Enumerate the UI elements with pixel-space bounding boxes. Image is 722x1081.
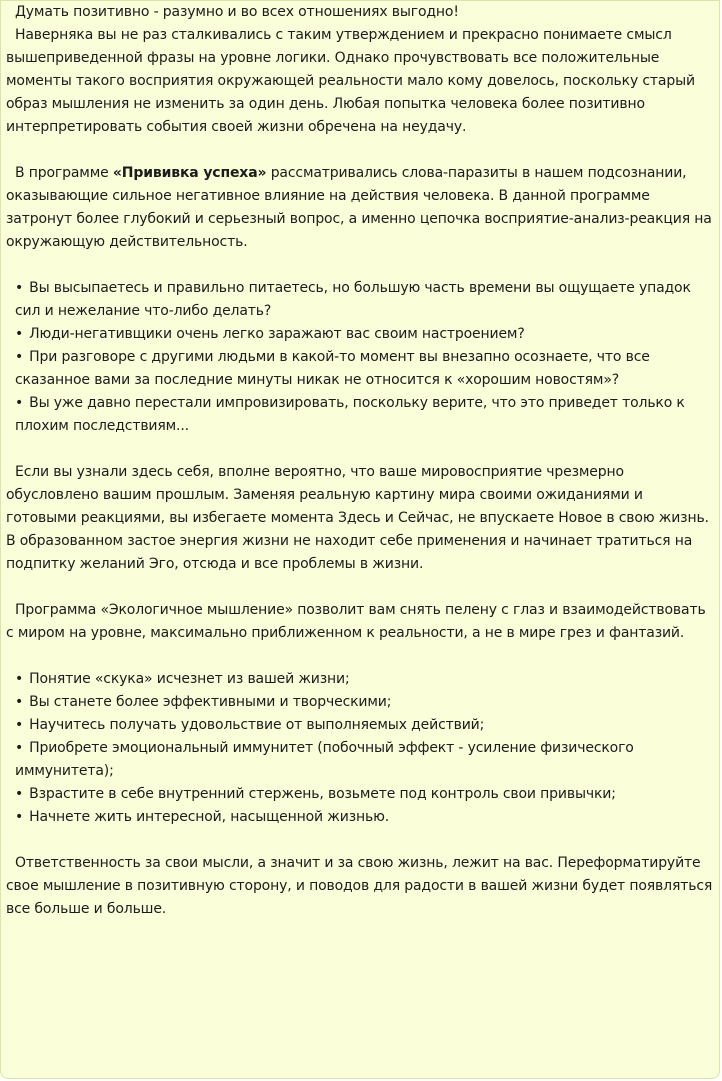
- list-item: • Научитесь получать удовольствие от выполняемых действий;: [6, 714, 715, 737]
- spacer: [6, 576, 715, 599]
- intro-title: Думать позитивно - разумно и во всех отношениях выгодно!: [15, 4, 459, 20]
- program-intro-after: рассматривались слова-паразиты в нашем подсознании, оказывающие сильное негативное влияние на действия человека. В данной программе затронут более глубокий и серьезный вопрос, а именно цепочка восприятие-анализ-реакция на окружающую действительность.: [6, 165, 712, 250]
- recognition-text: Если вы узнали здесь себя, вполне вероятно, что ваше мировосприятие чрезмерно обусловлено вашим прошлым. Заменяя реальную картину мира своими ожиданиями и готовыми реакциями, вы избегаете момента Здесь и Сейчас, не впускаете Новое в свою жизнь. В образованном застое энергия жизни не находит себе применения и начинает тратиться на подпитку желаний Эго, отсюда и все проблемы в жизни.: [6, 464, 709, 572]
- spacer: [6, 139, 715, 162]
- program-paragraph: [6, 162, 715, 254]
- list-item: • Вы высыпаетесь и правильно питаетесь, но большую часть времени вы ощущаете упадок сил и нежелание что-либо делать?: [6, 277, 715, 323]
- program-intro-before: В программе: [15, 165, 113, 181]
- list-item: • Начнете жить интересной, насыщенной жизнью.: [6, 806, 715, 829]
- list-item: • Люди-негативщики очень легко заражают вас своим настроением?: [6, 323, 715, 346]
- spacer: [6, 829, 715, 852]
- list-item: • Приобрете эмоциональный иммунитет (побочный эффект - усиление физического иммунитета);: [6, 737, 715, 783]
- list-item: • Вы уже давно перестали импровизировать, поскольку верите, что это приведет только к плохим последствиям...: [6, 392, 715, 438]
- spacer: [6, 645, 715, 668]
- list-item: • Вы станете более эффективными и творческими;: [6, 691, 715, 714]
- list-item: • Понятие «скука» исчезнет из вашей жизни;: [6, 668, 715, 691]
- intro-paragraph: [6, 24, 715, 139]
- eco-program-paragraph: [6, 599, 715, 645]
- recognition-paragraph: [6, 461, 715, 576]
- spacer: [6, 438, 715, 461]
- program-name: «Прививка успеха»: [112, 165, 267, 181]
- closing-paragraph: [6, 852, 715, 921]
- spacer: [6, 254, 715, 277]
- eco-program-text: Программа «Экологичное мышление» позволит вам снять пелену с глаз и взаимодействовать с миром на уровне, максимально приближенном к реальности, а не в мире грез и фантазий.: [6, 602, 706, 641]
- benefits-list: [6, 668, 715, 829]
- list-item: • При разговоре с другими людьми в какой-то момент вы внезапно осознаете, что все сказанное вами за последние минуты никак не относится к «хорошим новостям»?: [6, 346, 715, 392]
- list-item: • Взрастите в себе внутренний стержень, возьмете под контроль свои привычки;: [6, 783, 715, 806]
- intro-text: Наверняка вы не раз сталкивались с таким утверждением и прекрасно понимаете смысл вышеприведенной фразы на уровне логики. Однако прочувствовать все положительные моменты такого восприятия окружающей реальности мало кому довелось, поскольку старый образ мышления не изменить за один день. Любая попытка человека более позитивно интерпретировать события своей жизни обречена на неудачу.: [6, 27, 695, 135]
- closing-text: Ответственность за свои мысли, а значит и за свою жизнь, лежит на вас. Переформатируйте свое мышление в позитивную сторону, и поводов для радости в вашей жизни будет появляться все больше и больше.: [6, 855, 713, 917]
- questions-list: [6, 277, 715, 438]
